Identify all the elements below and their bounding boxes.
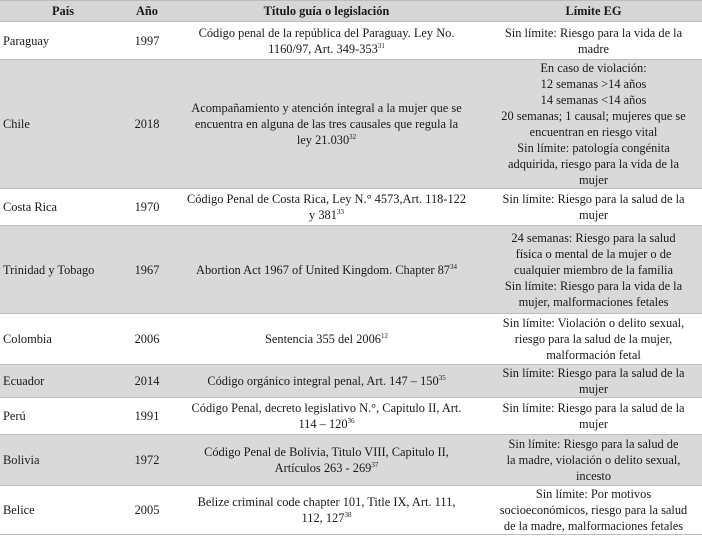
cell-pais: Costa Rica	[0, 189, 126, 226]
reference-superscript: 37	[371, 460, 379, 469]
table-row	[0, 398, 702, 435]
cell-pais: Bolivia	[0, 435, 126, 486]
titulo-line	[172, 444, 481, 460]
cell-limite	[485, 189, 702, 226]
limite-line: 20 semanas; 1 causal; mujeres que se	[501, 109, 686, 123]
cell-titulo	[168, 189, 485, 226]
titulo-text: 112, 127	[301, 511, 345, 525]
header-titulo: Título guía o legislación	[168, 1, 485, 22]
titulo-line	[172, 331, 481, 347]
titulo-line	[172, 510, 481, 526]
reference-superscript: 34	[449, 262, 457, 271]
titulo-line	[172, 132, 481, 148]
cell-limite	[485, 365, 702, 398]
header-pais: País	[0, 1, 126, 22]
titulo-line	[172, 25, 481, 41]
titulo-text: encuentra en alguna de las tres causales que regula la	[194, 117, 459, 131]
cell-limite	[485, 486, 702, 535]
table-row	[0, 60, 702, 189]
cell-titulo	[168, 60, 485, 189]
limite-line: Sin límite: Riesgo para la salud de	[508, 437, 679, 451]
cell-anio: 1970	[126, 189, 168, 226]
limite-line: socioeconómicos, riesgo para la salud	[499, 503, 688, 517]
reference-superscript: 33	[336, 207, 344, 216]
reference-superscript: 12	[380, 331, 388, 340]
cell-limite	[485, 22, 702, 60]
cell-pais: Ecuador	[0, 365, 126, 398]
limite-line: Sin límite: Riesgo para la salud de la	[502, 192, 685, 206]
titulo-line	[172, 116, 481, 132]
limite-line: malformación fetal	[546, 348, 641, 362]
titulo-line	[172, 494, 481, 510]
limite-line: física o mental de la mujer o de	[515, 246, 672, 261]
titulo-text: ley 21.030	[296, 133, 350, 147]
titulo-line	[172, 460, 481, 476]
cell-pais: Paraguay	[0, 22, 126, 60]
cell-anio: 2005	[126, 486, 168, 535]
limite-line: riesgo para la salud de la mujer,	[514, 332, 673, 346]
limite-line: Sin límite: Riesgo para la vida de la	[504, 278, 683, 293]
limite-line: madre	[578, 41, 609, 56]
reference-superscript: 36	[347, 416, 355, 425]
cell-anio: 2018	[126, 60, 168, 189]
reference-superscript: 35	[438, 373, 446, 382]
limite-line: cualquier miembro de la familia	[514, 262, 673, 277]
reference-superscript: 32	[349, 132, 357, 141]
titulo-text: Código Penal, decreto legislativo N.°, Capitulo II, Art.	[191, 401, 462, 415]
limite-line: mujer, malformaciones fetales	[518, 294, 669, 309]
cell-titulo	[168, 22, 485, 60]
cell-limite	[485, 314, 702, 365]
titulo-text: Acompañamiento y atención integral a la mujer que se	[191, 101, 462, 115]
reference-superscript: 38	[344, 510, 352, 519]
cell-titulo	[168, 365, 485, 398]
limite-line: mujer	[579, 417, 608, 431]
cell-titulo	[168, 314, 485, 365]
table-row	[0, 22, 702, 60]
cell-limite	[485, 226, 702, 314]
table-row	[0, 189, 702, 226]
titulo-text: Abortion Act 1967 of United Kingdom. Chapter 87	[196, 262, 450, 277]
cell-pais: Trinidad y Tobago	[0, 226, 126, 314]
cell-titulo	[168, 486, 485, 535]
titulo-text: y 381	[309, 208, 337, 222]
limite-line: 24 semanas: Riesgo para la salud	[511, 230, 676, 245]
reference-superscript: 31	[377, 41, 385, 50]
table-body	[0, 22, 702, 535]
cell-anio: 2006	[126, 314, 168, 365]
titulo-text: Código Penal de Costa Rica, Ley N.° 4573,Art. 118-122	[186, 192, 467, 206]
header-limite: Límite EG	[485, 1, 702, 22]
cell-pais: Chile	[0, 60, 126, 189]
titulo-text: Sentencia 355 del 2006	[265, 332, 381, 346]
cell-pais: Belice	[0, 486, 126, 535]
cell-anio: 1967	[126, 226, 168, 314]
titulo-line	[172, 100, 481, 116]
limite-line: Sin límite: Violación o delito sexual,	[502, 316, 685, 330]
limite-line: 14 semanas <14 años	[540, 93, 647, 107]
titulo-text: Código orgánico integral penal, Art. 147 – 150	[207, 374, 439, 388]
limite-line: Sin límite: Riesgo para la vida de la	[504, 25, 683, 40]
limite-line: Sin límite: patología congénita	[517, 141, 670, 155]
cell-pais: Colombia	[0, 314, 126, 365]
cell-limite	[485, 398, 702, 435]
titulo-text: Belize criminal code chapter 101, Title IX, Art. 111,	[197, 495, 456, 509]
table-row	[0, 226, 702, 314]
titulo-text: Código penal de la república del Paraguay. Ley No.	[198, 25, 455, 40]
cell-anio: 1972	[126, 435, 168, 486]
limite-line: la madre, violación o delito sexual,	[506, 453, 681, 467]
limite-line: En caso de violación:	[540, 61, 647, 75]
table-row	[0, 365, 702, 398]
table-row	[0, 435, 702, 486]
table-row	[0, 314, 702, 365]
cell-anio: 1997	[126, 22, 168, 60]
cell-pais: Perú	[0, 398, 126, 435]
limite-line: mujer	[579, 382, 608, 396]
limite-line: adquirida, riesgo para la vida de la	[508, 157, 679, 171]
titulo-text: Código Penal de Bolivia, Titulo VIII, Capitulo II,	[204, 445, 449, 459]
titulo-text: 114 – 120	[298, 417, 348, 431]
limite-line: Sin límite: Riesgo para la salud de la	[502, 366, 685, 380]
titulo-line	[172, 262, 481, 278]
limite-line: 12 semanas >14 años	[540, 77, 647, 91]
titulo-text: 1160/97, Art. 349-353	[268, 41, 378, 56]
titulo-line	[172, 416, 481, 432]
limite-line: de la madre, malformaciones fetales	[503, 519, 684, 533]
cell-anio: 1991	[126, 398, 168, 435]
cell-titulo	[168, 435, 485, 486]
table-row	[0, 486, 702, 535]
limite-line: mujer	[579, 173, 608, 187]
titulo-line	[172, 191, 481, 207]
cell-limite	[485, 60, 702, 189]
titulo-line	[172, 373, 481, 389]
limite-line: Sin límite: Riesgo para la salud de la	[502, 401, 685, 415]
limite-line: incesto	[575, 469, 612, 483]
titulo-line	[172, 41, 481, 57]
cell-titulo	[168, 226, 485, 314]
limite-line: mujer	[579, 208, 608, 222]
cell-anio: 2014	[126, 365, 168, 398]
cell-titulo	[168, 398, 485, 435]
titulo-line	[172, 207, 481, 223]
titulo-text: Artículos 263 - 269	[274, 461, 372, 475]
titulo-line	[172, 400, 481, 416]
limite-line: encuentran en riesgo vital	[529, 125, 658, 139]
cell-limite	[485, 435, 702, 486]
header-row	[0, 1, 702, 22]
limite-line: Sin límite: Por motivos	[535, 487, 652, 501]
header-anio: Año	[126, 1, 168, 22]
